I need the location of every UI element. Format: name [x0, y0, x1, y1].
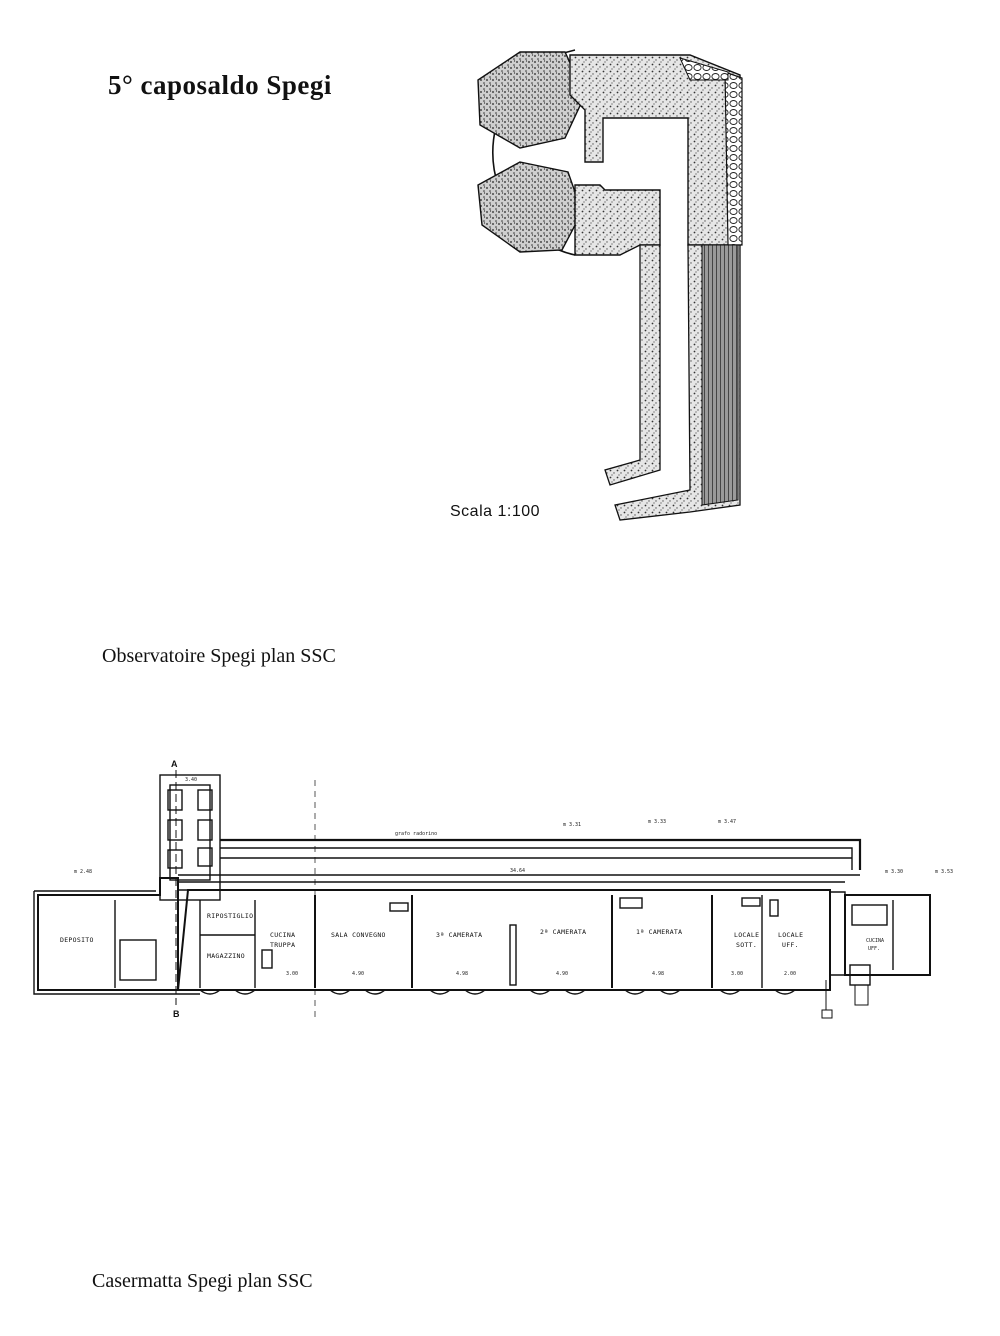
room-sala-convegno: SALA CONVEGNO: [331, 931, 386, 939]
scale-label: Scala 1:100: [450, 503, 541, 520]
dim-elev-1: m 3.31: [563, 822, 582, 828]
dim-width-cam2: 4.90: [556, 971, 569, 977]
room-camerata-2: 2ª CAMERATA: [540, 928, 587, 936]
dim-tower-width: 3.40: [185, 777, 198, 783]
section-label-b: B: [173, 1009, 180, 1019]
dim-scala: grafo radorino: [395, 831, 438, 837]
casermatta-rear-wall: [220, 840, 860, 870]
room-cucina-truppa-2: TRUPPA: [270, 941, 296, 949]
room-locale-uff-2: UFF.: [782, 941, 799, 949]
dim-elev-6: m 3.53: [935, 869, 954, 875]
room-locale-sott-1: LOCALE: [734, 931, 760, 939]
dim-elev-5: m 3.30: [885, 869, 904, 875]
casermatta-west-block: [38, 878, 178, 990]
room-cucina-uff-2: UFF.: [868, 946, 881, 952]
casermatta-tower: [160, 775, 220, 900]
dim-width-uff: 2.00: [784, 971, 797, 977]
room-camerata-1: 1ª CAMERATA: [636, 928, 683, 936]
room-ripostiglio: RIPOSTIGLIO: [207, 912, 254, 920]
caption-observatoire: Observatoire Spegi plan SSC: [102, 645, 336, 667]
dim-width-cam3: 4.98: [456, 971, 469, 977]
room-camerata-3: 3ª CAMERATA: [436, 931, 483, 939]
section-label-a: A: [171, 759, 178, 769]
room-cucina-truppa-1: CUCINA: [270, 931, 296, 939]
dim-width-cam1: 4.98: [652, 971, 665, 977]
room-cucina-uff-1: CUCINA: [866, 938, 885, 944]
dim-width-cucina: 3.00: [286, 971, 299, 977]
document-title: 5° caposaldo Spegi: [108, 70, 332, 100]
room-locale-sott-2: SOTT.: [736, 941, 758, 949]
dim-elev-4: m 2.48: [74, 869, 93, 875]
caption-casermatta: Casermatta Spegi plan SSC: [92, 1270, 313, 1292]
room-magazzino: MAGAZZINO: [207, 952, 245, 960]
room-deposito: DEPOSITO: [60, 936, 94, 944]
room-locale-uff-1: LOCALE: [778, 931, 804, 939]
dim-overall: 34.64: [510, 868, 526, 874]
dim-elev-3: m 3.47: [718, 819, 737, 825]
dim-width-locale: 3.00: [731, 971, 744, 977]
dim-width-sala: 4.90: [352, 971, 365, 977]
dim-elev-2: m 3.33: [648, 819, 667, 825]
